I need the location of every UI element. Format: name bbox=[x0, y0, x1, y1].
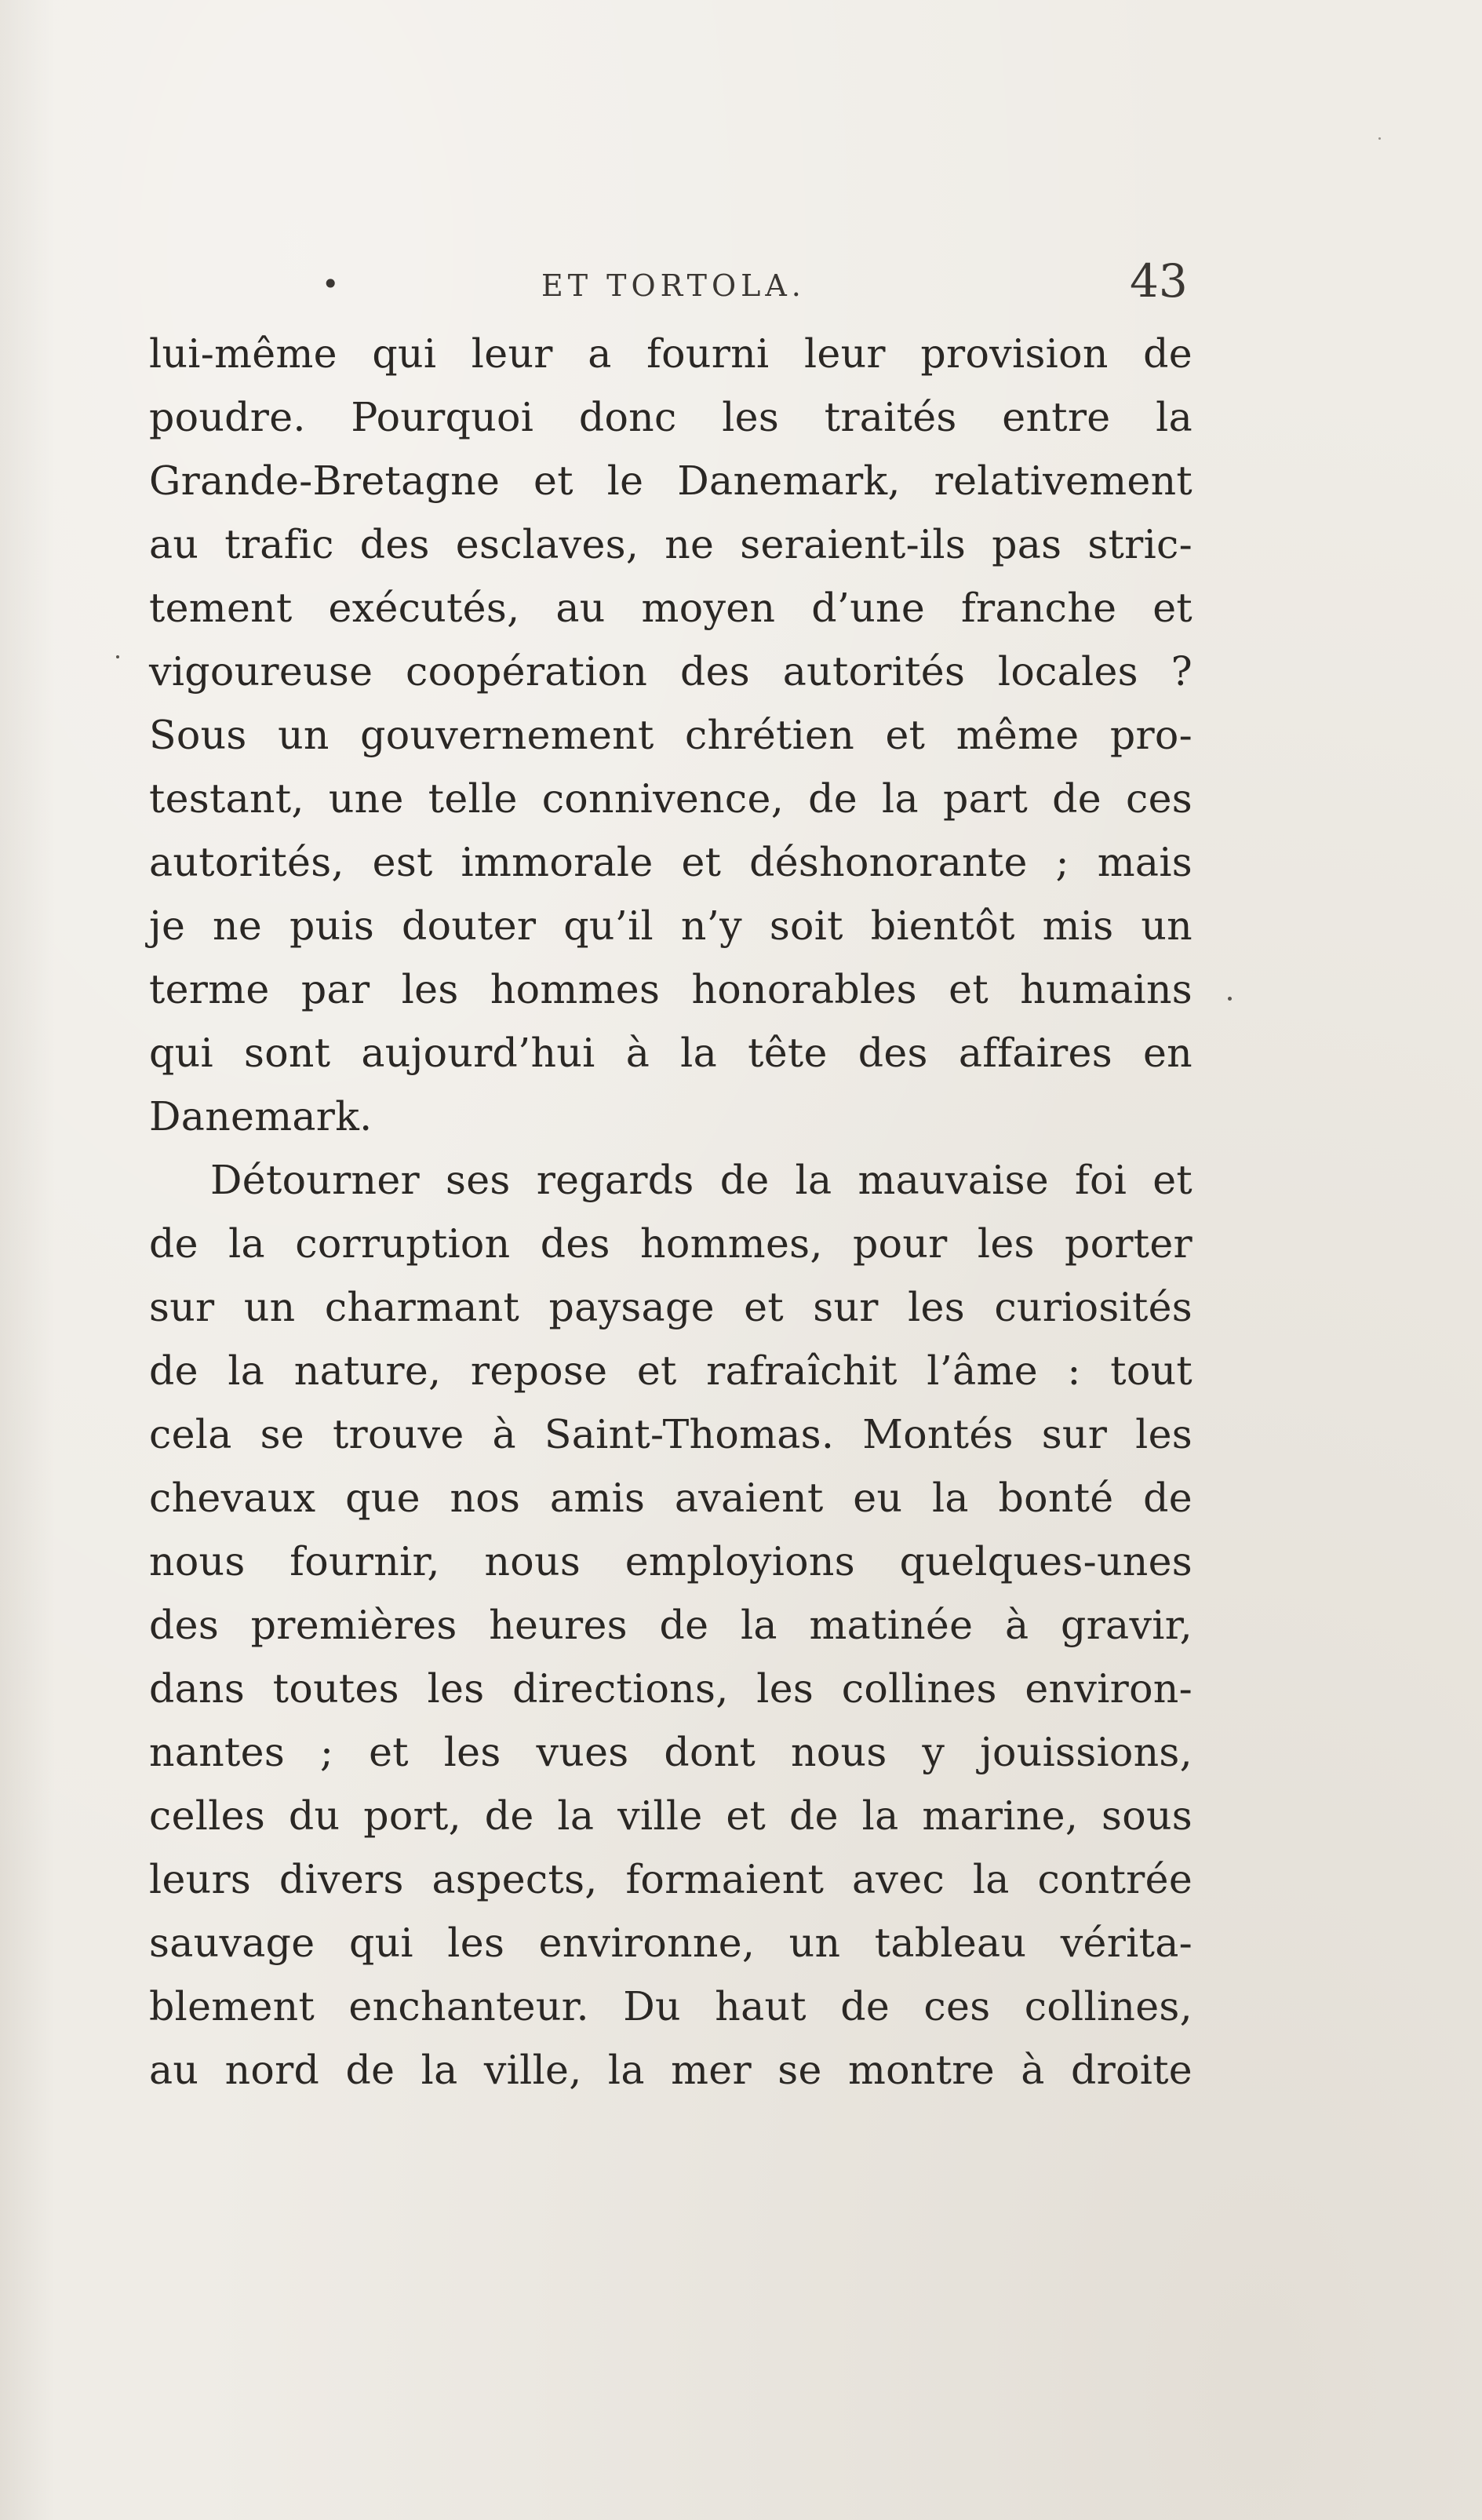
page-header bbox=[0, 251, 1482, 314]
paper-speck bbox=[116, 655, 119, 658]
text-line: qui sont aujourd’hui à la tête des affaires en bbox=[149, 1030, 1193, 1076]
text-line: Sous un gouvernement chrétien et même pro- bbox=[149, 712, 1193, 758]
text-line: lui-même qui leur a fourni leur provision de bbox=[149, 330, 1193, 377]
text-line: autorités, est immorale et déshonorante ; mais bbox=[149, 839, 1193, 885]
page-number: 43 bbox=[1130, 254, 1188, 308]
text-line: leurs divers aspects, formaient avec la contrée bbox=[149, 1856, 1193, 1902]
text-line: cela se trouve à Saint-Thomas. Montés sur les bbox=[149, 1411, 1193, 1457]
body-text bbox=[149, 322, 1193, 2102]
text-line: je ne puis douter qu’il n’y soit bientôt mis un bbox=[149, 903, 1193, 949]
text-line: terme par les hommes honorables et humains bbox=[149, 966, 1193, 1012]
text-line: vigoureuse coopération des autorités locales ? bbox=[149, 648, 1193, 695]
text-line: de la nature, repose et rafraîchit l’âme : tout bbox=[149, 1348, 1193, 1394]
text-line: blement enchanteur. Du haut de ces collines, bbox=[149, 1983, 1193, 2029]
text-line: nantes ; et les vues dont nous y jouissions, bbox=[149, 1729, 1193, 1775]
text-line: sur un charmant paysage et sur les curiosités bbox=[149, 1284, 1193, 1330]
text-line: testant, une telle connivence, de la part de ces bbox=[149, 775, 1193, 822]
text-line: des premières heures de la matinée à gravir, bbox=[149, 1602, 1193, 1648]
paragraph-1 bbox=[149, 322, 1193, 1148]
text-line: dans toutes les directions, les collines environ- bbox=[149, 1665, 1193, 1712]
paper-speck bbox=[1228, 997, 1232, 1001]
text-line: au trafic des esclaves, ne seraient-ils pas stric- bbox=[149, 521, 1193, 567]
header-ornament: • bbox=[322, 267, 340, 301]
text-line: tement exécutés, au moyen d’une franche et bbox=[149, 585, 1193, 631]
text-line: de la corruption des hommes, pour les porter bbox=[149, 1220, 1193, 1267]
text-line: chevaux que nos amis avaient eu la bonté de bbox=[149, 1475, 1193, 1521]
text-line: au nord de la ville, la mer se montre à droite bbox=[149, 2047, 1193, 2093]
text-line: poudre. Pourquoi donc les traités entre la bbox=[149, 394, 1193, 440]
paragraph-2 bbox=[149, 1148, 1193, 2102]
text-line: celles du port, de la ville et de la marine, sous bbox=[149, 1792, 1193, 1839]
running-head: ET TORTOLA. bbox=[541, 268, 806, 303]
text-line: sauvage qui les environne, un tableau vérita- bbox=[149, 1920, 1193, 1966]
text-line: Détourner ses regards de la mauvaise foi et bbox=[210, 1157, 1193, 1203]
text-line: Grande-Bretagne et le Danemark, relativement bbox=[149, 458, 1193, 504]
text-line: Danemark. bbox=[149, 1093, 373, 1140]
text-line: nous fournir, nous employions quelques-unes bbox=[149, 1538, 1193, 1585]
paper-speck bbox=[1378, 137, 1381, 140]
